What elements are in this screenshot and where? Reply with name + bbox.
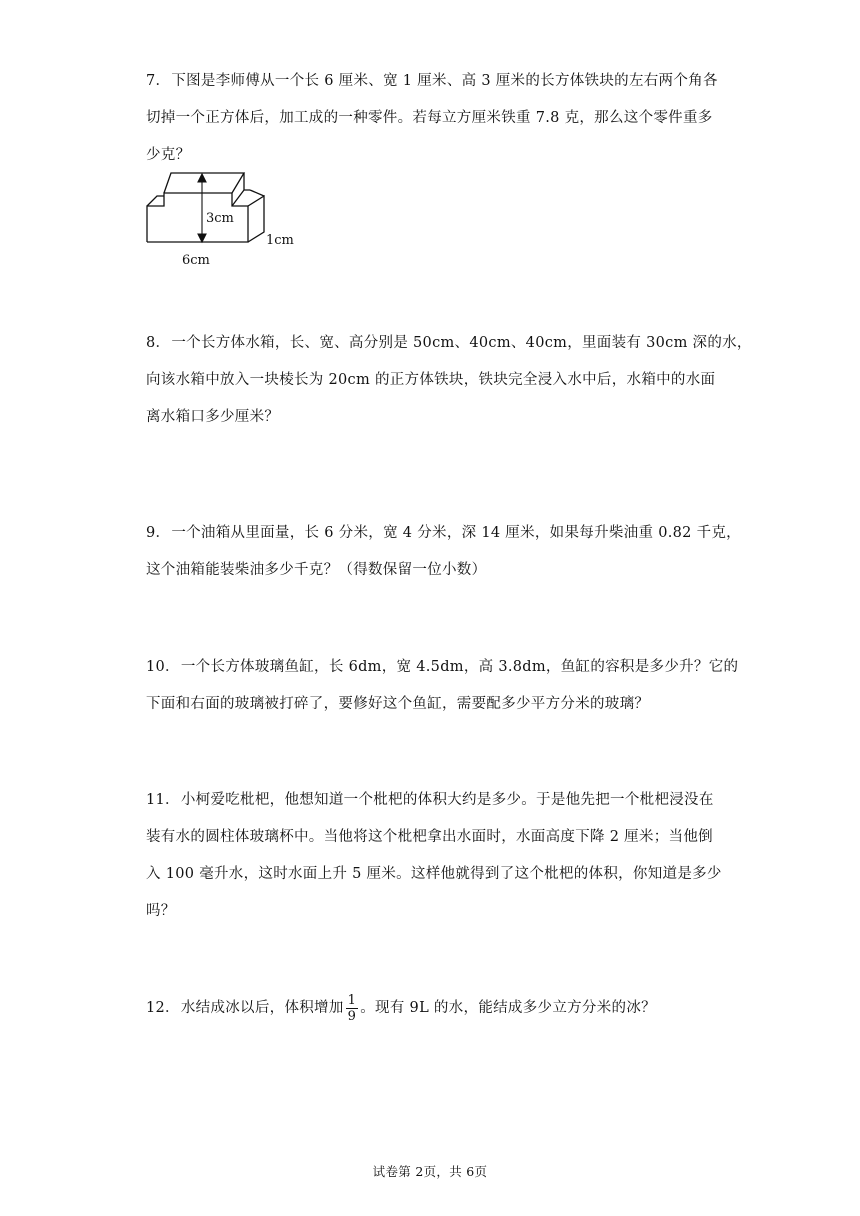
length-label: 6cm [182, 253, 210, 268]
question-10 [146, 649, 739, 723]
fraction [346, 993, 359, 1024]
fraction-denominator: 9 [347, 1008, 357, 1024]
question-line: 下面和右面的玻璃被打碎了，要修好这个鱼缸，需要配多少平方分米的玻璃？ [146, 696, 650, 712]
question-line: 向该水箱中放入一块棱长为 20cm 的正方体铁块，铁块完全浸入水中后，水箱中的水面 [146, 372, 716, 388]
width-label: 1cm [266, 233, 294, 248]
question-11 [146, 782, 724, 930]
question-line: 吗？ [146, 903, 176, 919]
question-line: 7．下图是李师傅从一个长 6 厘米、宽 1 厘米、高 3 厘米的长方体铁块的左右两个角各 [146, 73, 718, 89]
fraction-numerator: 1 [347, 992, 357, 1008]
question-number: 7． [146, 73, 171, 89]
question-line: 9．一个油箱从里面量，长 6 分米，宽 4 分米，深 14 厘米，如果每升柴油重 0.82 千克， [146, 525, 741, 541]
part-right-step [232, 190, 250, 206]
question-line: 8．一个长方体水箱，长、宽、高分别是 50cm、40cm、40cm，里面装有 30cm 深的水， [146, 335, 752, 351]
question-line: 10．一个长方体玻璃鱼缸，长 6dm，宽 4.5dm，高 3.8dm，鱼缸的容积是多少升？它的 [146, 659, 739, 675]
page-footer: 试卷第 2页，共 6页 [372, 1164, 488, 1179]
question-7 [146, 63, 724, 174]
part-left-step [147, 196, 164, 206]
question-line: 11．小柯爱吃枇杷，他想知道一个枇杷的体积大约是多少。于是他先把一个枇杷浸没在 [146, 792, 714, 808]
question-line: 切掉一个正方体后，加工成的一种零件。若每立方厘米铁重 7.8 克，那么这个零件重多 [146, 110, 713, 126]
part-figure [140, 168, 310, 268]
question-line: 12．水结成冰以后，体积增加 $\frac{1}{9}$ 。现有 9L 的水，能结成多少立方分米的冰？ [146, 992, 656, 1024]
question-12 [146, 990, 724, 1027]
question-line: 这个油箱能装柴油多少千克？（得数保留一位小数） [146, 562, 487, 578]
question-8 [146, 325, 752, 436]
question-number: 9． [146, 525, 171, 541]
question-number: 12． [146, 1000, 180, 1016]
question-number: 10． [146, 659, 180, 675]
question-line: 入 100 毫升水，这时水面上升 5 厘米。这样他就得到了这个枇杷的体积，你知道是多少 [146, 866, 722, 882]
question-number: 11． [146, 792, 180, 808]
question-line: 装有水的圆柱体玻璃杯中。当他将这个枇杷拿出水面时，水面高度下降 2 厘米；当他倒 [146, 829, 713, 845]
question-9 [146, 515, 741, 589]
question-line: 少克？ [146, 147, 191, 163]
question-number: 8． [146, 335, 171, 351]
question-line: 离水箱口多少厘米？ [146, 409, 280, 425]
height-label: 3cm [206, 211, 234, 226]
part-top-block [164, 173, 244, 193]
